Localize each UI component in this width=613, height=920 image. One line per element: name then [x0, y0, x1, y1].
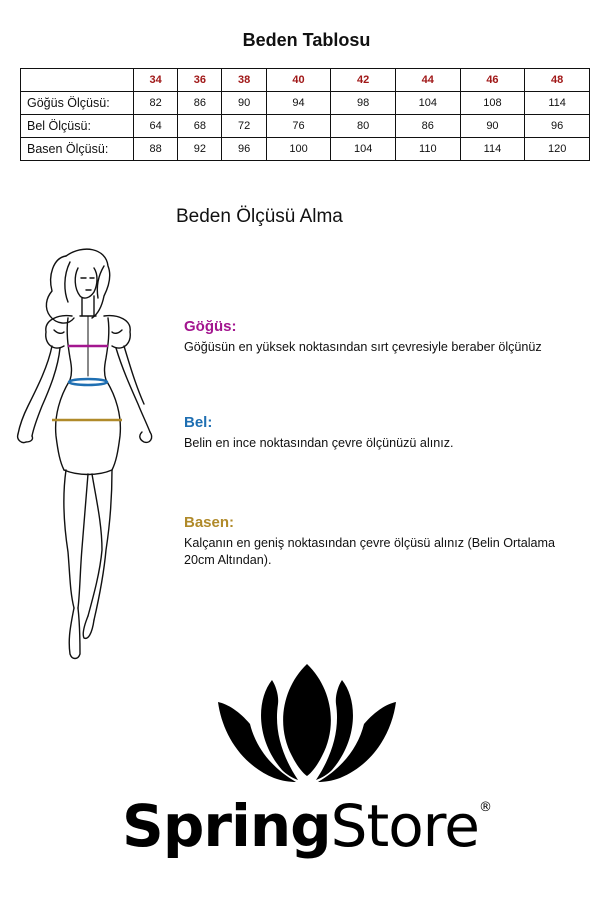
figure-illustration: [8, 236, 160, 668]
table-row-hip: [21, 138, 590, 161]
waist-band: [69, 379, 107, 385]
brand-name-regular: Store: [330, 792, 479, 860]
size-header: 40: [266, 69, 331, 92]
size-header: 36: [178, 69, 222, 92]
hip-section: [184, 514, 564, 569]
size-header: 48: [525, 69, 590, 92]
size-table-title: Beden Tablosu: [242, 30, 371, 50]
table-row-chest: [21, 92, 590, 115]
hip-heading: Basen:: [184, 514, 235, 531]
table-cell: 82: [134, 92, 178, 115]
table-cell: 90: [460, 115, 525, 138]
chest-section: [184, 318, 604, 356]
row-label: Basen Ölçüsü:: [21, 138, 134, 161]
table-cell: 96: [525, 115, 590, 138]
table-cell: 104: [395, 92, 460, 115]
brand-logo: [0, 792, 613, 860]
waist-section: [184, 414, 604, 452]
table-cell: 120: [525, 138, 590, 161]
corner-cell: [21, 69, 134, 92]
table-cell: 96: [222, 138, 266, 161]
table-cell: 104: [331, 138, 396, 161]
table-cell: 110: [395, 138, 460, 161]
size-header: 42: [331, 69, 396, 92]
chest-description: Göğüsün en yüksek noktasından sırt çevresiyle beraber ölçünüz: [184, 340, 542, 354]
table-cell: 88: [134, 138, 178, 161]
row-label: Göğüs Ölçüsü:: [21, 92, 134, 115]
registered-mark: ®: [478, 800, 491, 815]
measure-title: Beden Ölçüsü Alma: [176, 206, 343, 227]
table-cell: 68: [178, 115, 222, 138]
size-header: 44: [395, 69, 460, 92]
size-header-row: [21, 69, 590, 92]
table-cell: 86: [395, 115, 460, 138]
table-row-waist: [21, 115, 590, 138]
table-cell: 108: [460, 92, 525, 115]
table-cell: 98: [331, 92, 396, 115]
lotus-logo-icon: [212, 660, 402, 786]
chest-heading: Göğüs:: [184, 318, 237, 335]
size-header: 38: [222, 69, 266, 92]
table-cell: 76: [266, 115, 331, 138]
row-label: Bel Ölçüsü:: [21, 115, 134, 138]
table-cell: 92: [178, 138, 222, 161]
table-cell: 94: [266, 92, 331, 115]
hip-description: Kalçanın en geniş noktasından çevre ölçüsü alınız (Belin Ortalama 20cm Altından).: [184, 536, 556, 567]
table-cell: 114: [525, 92, 590, 115]
brand-name-bold: Spring: [122, 792, 331, 860]
size-header: 46: [460, 69, 525, 92]
size-header: 34: [134, 69, 178, 92]
table-cell: 80: [331, 115, 396, 138]
table-cell: 86: [178, 92, 222, 115]
waist-description: Belin en ince noktasından çevre ölçünüzü alınız.: [184, 436, 454, 450]
size-table: [20, 68, 590, 161]
table-cell: 114: [460, 138, 525, 161]
waist-heading: Bel:: [184, 414, 213, 431]
table-cell: 64: [134, 115, 178, 138]
table-cell: 90: [222, 92, 266, 115]
table-cell: 100: [266, 138, 331, 161]
table-cell: 72: [222, 115, 266, 138]
